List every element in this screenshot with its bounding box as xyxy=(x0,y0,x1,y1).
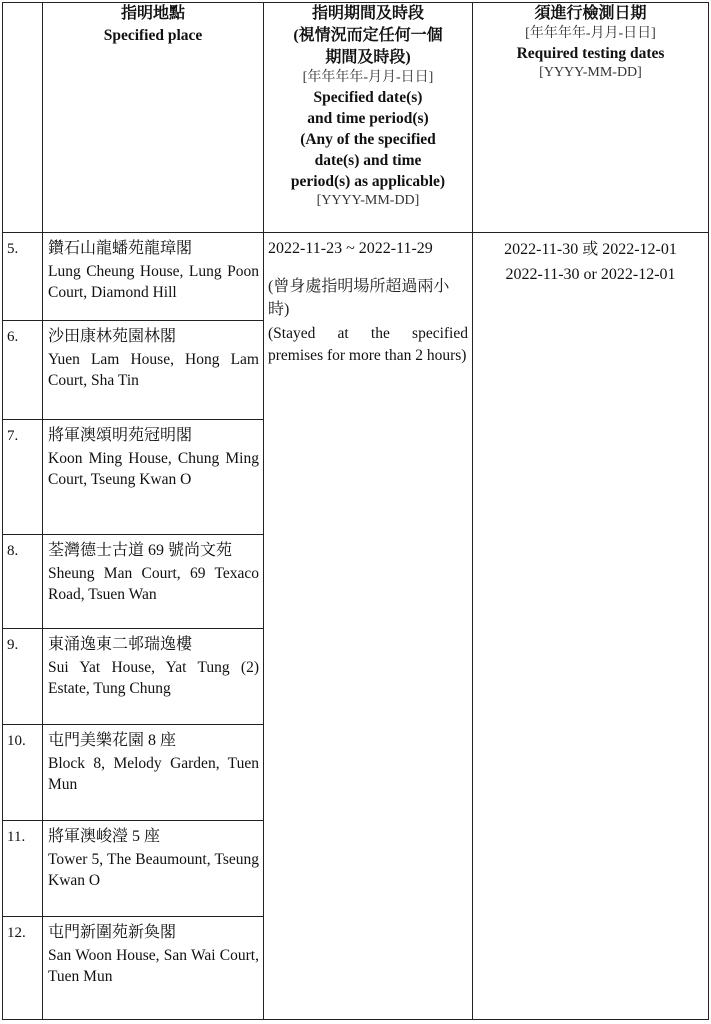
place-name-en: Sheung Man Court, 69 Texaco Road, Tsuen Wan xyxy=(48,564,259,603)
row-number: 8. xyxy=(3,534,43,628)
place-name-en: San Woon House, San Wai Court, Tuen Mun xyxy=(48,946,259,985)
place-name-zh: 屯門新圍苑新奐閣 xyxy=(48,923,177,941)
place-cell xyxy=(43,321,264,420)
period-cell xyxy=(264,233,473,1020)
header-testing-format-zh: [年年年年-月月-日日] xyxy=(525,26,656,41)
period-dates: 2022-11-23 ~ 2022-11-29 xyxy=(268,240,433,258)
header-testing-zh: 須進行檢測日期 xyxy=(534,5,647,22)
header-testing-en: Required testing dates xyxy=(516,45,665,62)
header-period-en-line-1: Specified date(s) xyxy=(313,89,423,106)
specified-places-table xyxy=(2,2,709,1020)
period-note-zh: (曾身處指明場所超過兩小時) xyxy=(268,278,450,319)
header-number-cell xyxy=(3,3,43,233)
place-name-zh: 沙田康林苑園林閣 xyxy=(48,328,177,346)
place-name-en: Lung Cheung House, Lung Poon Court, Diamond Hill xyxy=(48,263,259,302)
header-period-zh-line-3: 期間及時段) xyxy=(325,49,411,66)
header-period-en-line-2: and time period(s) xyxy=(307,110,429,127)
row-number: 12. xyxy=(3,916,43,1019)
header-place-cell xyxy=(43,3,264,233)
header-period-en-line-3: (Any of the specified xyxy=(300,131,436,148)
header-place-en: Specified place xyxy=(103,27,203,44)
header-testing-format-en: [YYYY-MM-DD] xyxy=(539,65,642,80)
header-period-en-line-4: date(s) and time xyxy=(314,152,422,169)
period-note-en: (Stayed at the specified premises for more than 2 hours) xyxy=(268,325,468,365)
header-period-format-en: [YYYY-MM-DD] xyxy=(316,193,420,208)
place-cell xyxy=(43,420,264,534)
place-name-en: Sui Yat House, Yat Tung (2) Estate, Tung Chung xyxy=(48,658,259,697)
place-cell xyxy=(43,534,264,628)
place-cell xyxy=(43,233,264,321)
row-number: 6. xyxy=(3,321,43,420)
place-name-en: Yuen Lam House, Hong Lam Court, Sha Tin xyxy=(48,351,259,390)
place-name-zh: 將軍澳峻瀅 5 座 xyxy=(48,827,161,845)
header-period-zh-line-1: 指明期間及時段 xyxy=(311,5,424,22)
place-name-zh: 鑽石山龍蟠苑龍璋閣 xyxy=(48,240,193,258)
place-name-en: Tower 5, The Beaumount, Tseung Kwan O xyxy=(48,850,259,889)
place-name-en: Block 8, Melody Garden, Tuen Mun xyxy=(48,754,259,793)
place-name-zh: 東涌逸東二邨瑞逸樓 xyxy=(48,635,193,653)
testing-dates-en: 2022-11-30 or 2022-12-01 xyxy=(505,266,676,284)
header-period-zh-line-2: (視情況而定任何一個 xyxy=(293,27,443,44)
row-number: 11. xyxy=(3,820,43,916)
place-cell xyxy=(43,916,264,1019)
place-cell xyxy=(43,820,264,916)
place-name-zh: 將軍澳頌明苑冠明閣 xyxy=(48,427,193,445)
testing-dates-zh: 2022-11-30 或 2022-12-01 xyxy=(504,241,677,259)
row-number: 9. xyxy=(3,628,43,724)
testing-dates-cell xyxy=(473,233,709,1020)
place-name-zh: 荃灣德士古道 69 號尚文苑 xyxy=(48,541,233,559)
header-testing-cell xyxy=(473,3,709,233)
table-row xyxy=(3,233,709,321)
place-name-zh: 屯門美樂花園 8 座 xyxy=(48,731,177,749)
header-place-zh: 指明地點 xyxy=(120,5,185,22)
header-period-cell xyxy=(264,3,473,233)
place-cell xyxy=(43,724,264,820)
table-header-row xyxy=(3,3,709,233)
header-period-en-line-5: period(s) as applicable) xyxy=(290,173,446,190)
place-cell xyxy=(43,628,264,724)
row-number: 7. xyxy=(3,420,43,534)
row-number: 5. xyxy=(3,233,43,321)
row-number: 10. xyxy=(3,724,43,820)
place-name-en: Koon Ming House, Chung Ming Court, Tseung Kwan O xyxy=(48,450,259,489)
header-period-format-zh: [年年年年-月月-日日] xyxy=(302,70,434,85)
